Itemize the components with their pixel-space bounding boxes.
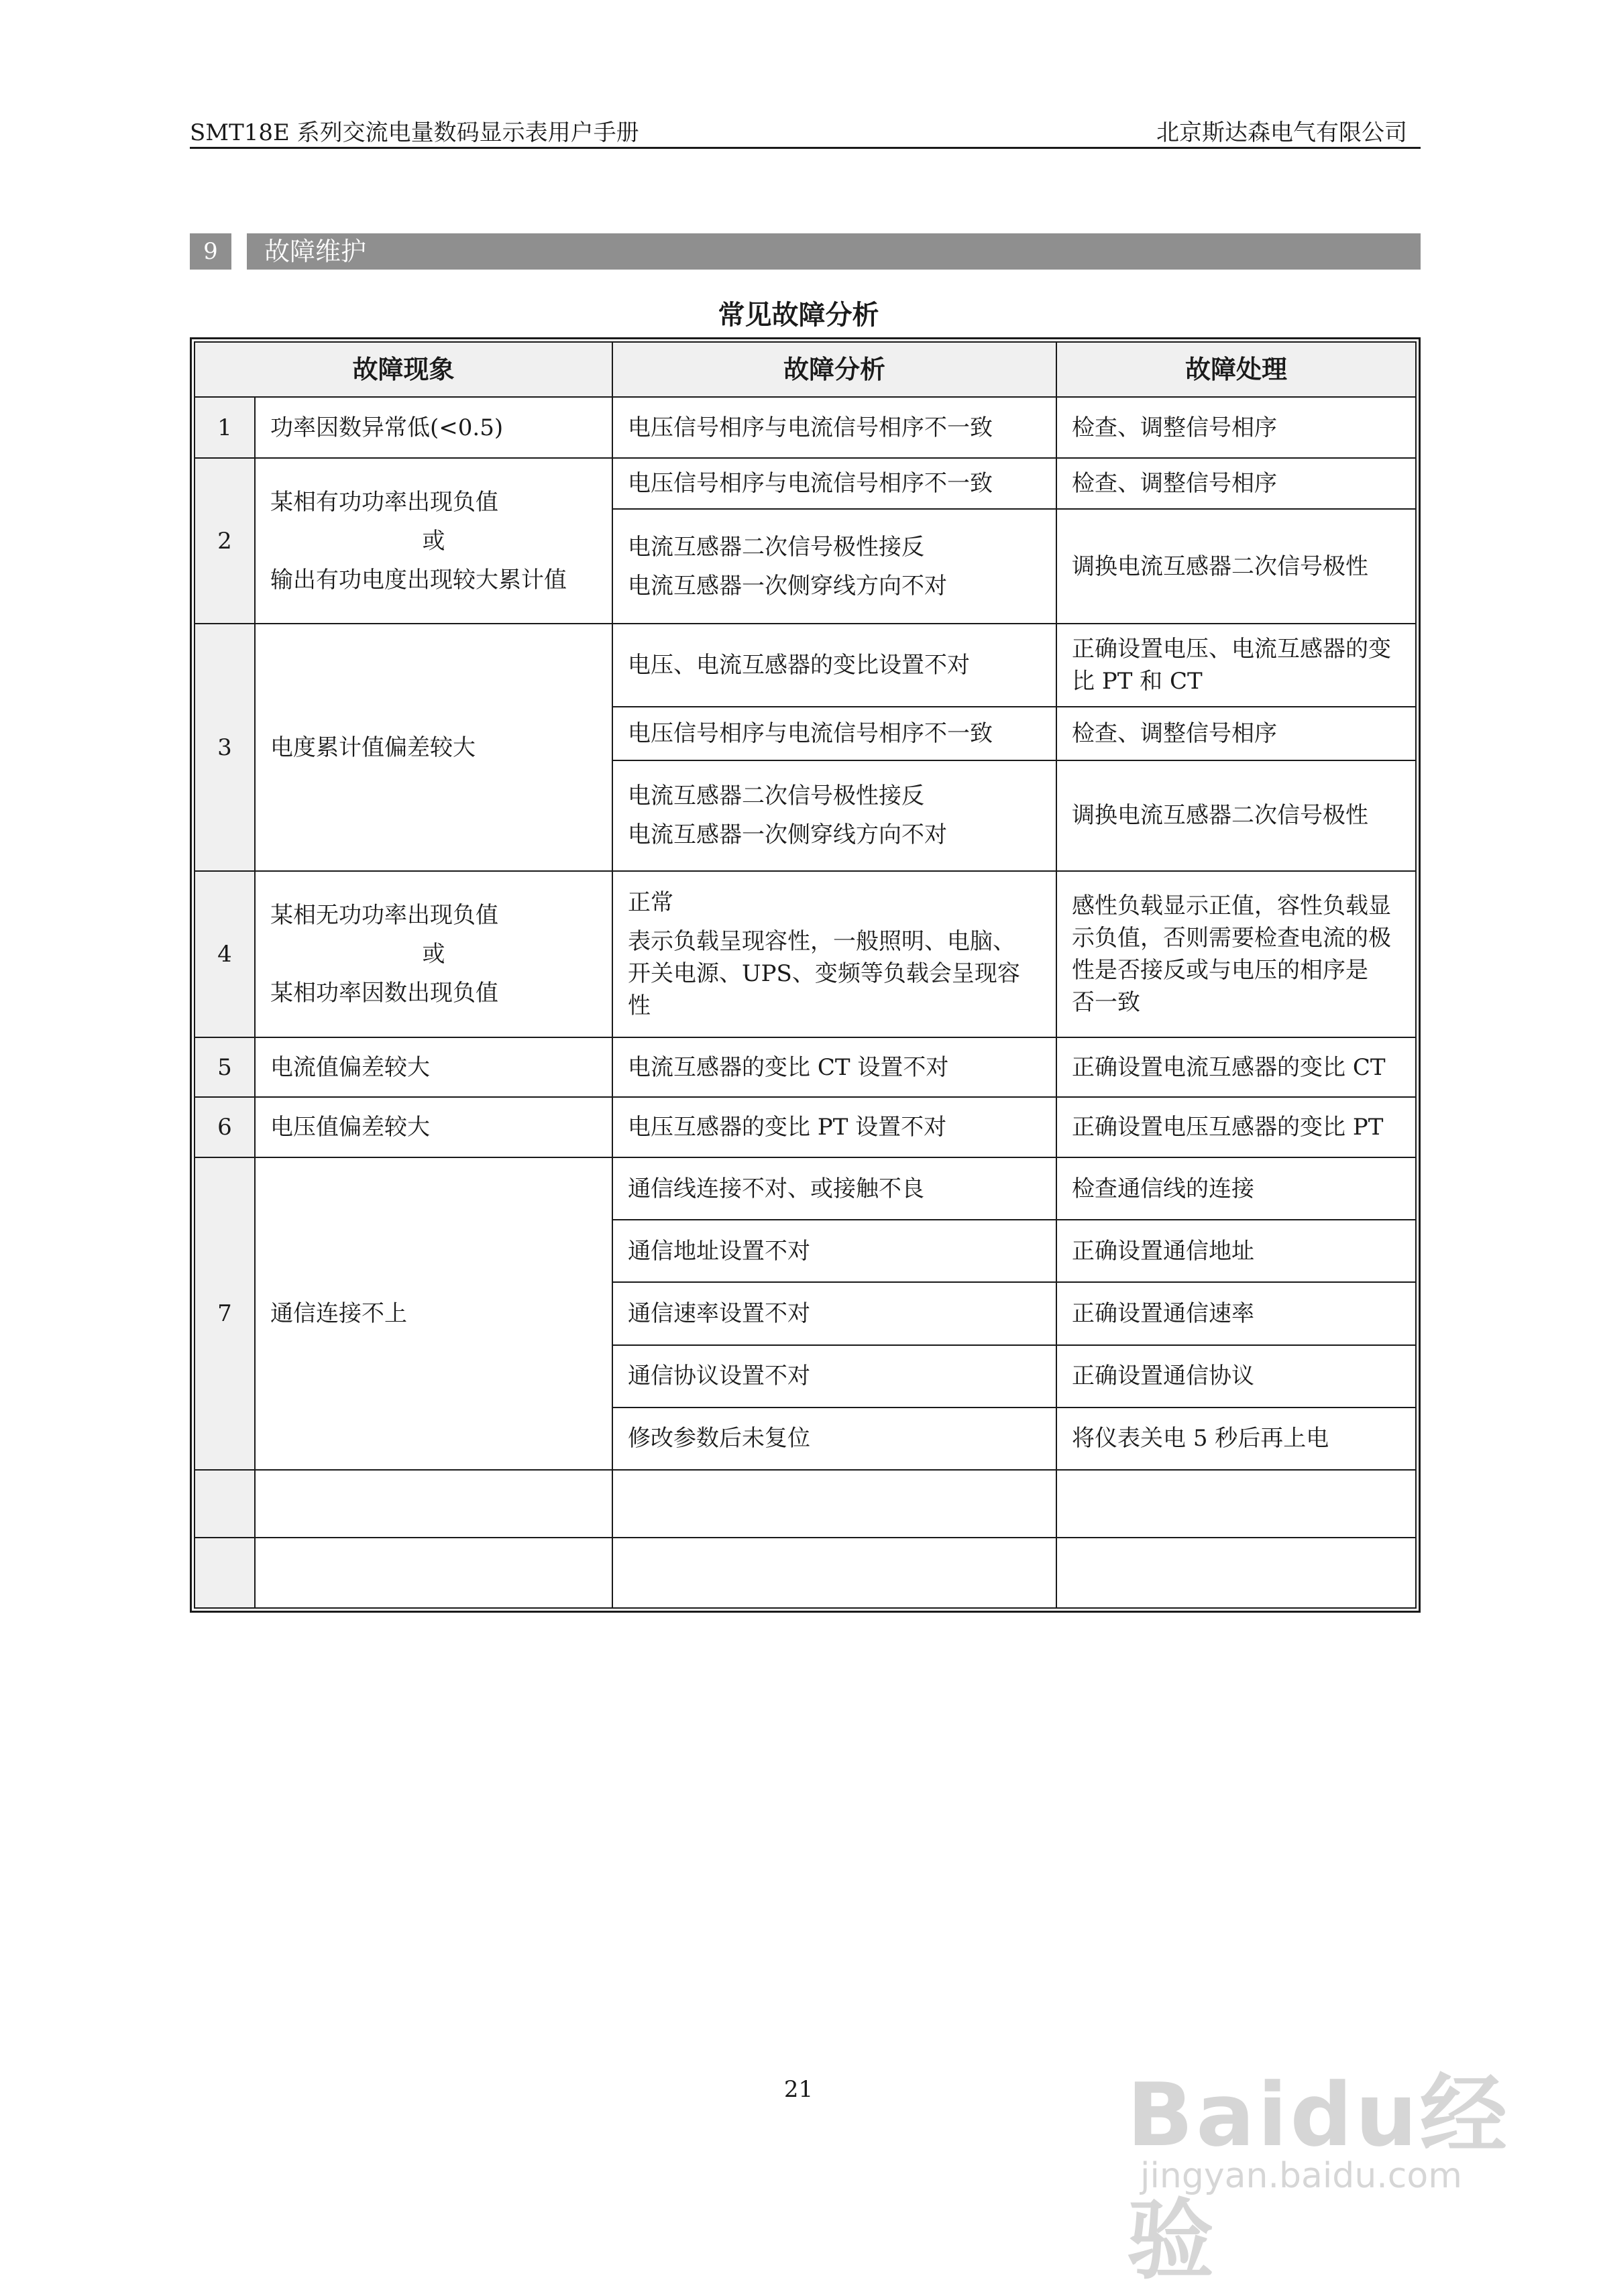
symptom-cell	[255, 871, 612, 1037]
analysis-cell: 电压互感器的变比 PT 设置不对	[612, 1097, 1056, 1157]
action-cell: 检查、调整信号相序	[1056, 397, 1416, 458]
empty-row	[195, 1538, 1416, 1608]
action-cell: 检查、调整信号相序	[1056, 458, 1416, 509]
table-row	[195, 871, 1416, 1037]
analysis-cell	[612, 1538, 1056, 1608]
section-title: 故障维护	[247, 233, 1421, 270]
analysis-cell: 电压信号相序与电流信号相序不一致	[612, 458, 1056, 509]
table-row	[195, 624, 1416, 706]
action-cell: 调换电流互感器二次信号极性	[1056, 760, 1416, 871]
analysis-line: 电流互感器二次信号极性接反	[628, 783, 925, 810]
row-number: 6	[195, 1097, 255, 1157]
symptom-line: 输出有功电度出现较大累计值	[270, 566, 567, 593]
table-row	[195, 1157, 1416, 1220]
action-cell	[1056, 624, 1416, 706]
symptom-cell: 功率因数异常低(<0.5)	[255, 397, 612, 458]
header-action: 故障处理	[1056, 342, 1416, 397]
row-number: 2	[195, 458, 255, 624]
analysis-cell	[612, 871, 1056, 1037]
action-cell: 正确设置电压互感器的变比 PT	[1056, 1097, 1416, 1157]
action-cell	[1056, 871, 1416, 1037]
table-header-row	[195, 342, 1416, 397]
analysis-cell: 电流互感器的变比 CT 设置不对	[612, 1037, 1056, 1097]
row-number	[195, 1470, 255, 1538]
action-cell: 将仪表关电 5 秒后再上电	[1056, 1408, 1416, 1470]
analysis-cell: 通信线连接不对、或接触不良	[612, 1157, 1056, 1220]
action-cell: 正确设置通信协议	[1056, 1345, 1416, 1408]
row-number: 1	[195, 397, 255, 458]
table-row	[195, 397, 1416, 458]
action-line: 否一致	[1072, 988, 1141, 1016]
row-number: 4	[195, 871, 255, 1037]
analysis-line: 表示负载呈现容性，一般照明、电脑、	[628, 927, 1016, 955]
fault-table	[190, 337, 1421, 1613]
action-cell: 正确设置通信速率	[1056, 1282, 1416, 1344]
symptom-cell	[255, 1538, 612, 1608]
analysis-cell: 通信速率设置不对	[612, 1282, 1056, 1344]
symptom-line: 或	[422, 527, 445, 555]
row-number: 5	[195, 1037, 255, 1097]
row-number	[195, 1538, 255, 1608]
header-company: 北京斯达森电气有限公司	[1156, 119, 1407, 146]
action-cell: 正确设置电流互感器的变比 CT	[1056, 1037, 1416, 1097]
symptom-cell: 电度累计值偏差较大	[255, 624, 612, 870]
header-title: SMT18E 系列交流电量数码显示表用户手册	[190, 119, 639, 146]
action-line: 性是否接反或与电压的相序是	[1072, 956, 1369, 984]
action-line: 比 PT 和 CT	[1072, 667, 1203, 695]
row-number: 3	[195, 624, 255, 870]
symptom-cell: 电流值偏差较大	[255, 1037, 612, 1097]
table-row	[195, 1097, 1416, 1157]
analysis-line: 电流互感器一次侧穿线方向不对	[628, 572, 948, 599]
header-symptom: 故障现象	[195, 342, 612, 397]
analysis-cell: 电压、电流互感器的变比设置不对	[612, 624, 1056, 706]
action-line: 正确设置电压、电流互感器的变	[1072, 635, 1392, 663]
symptom-cell	[255, 1470, 612, 1538]
empty-row	[195, 1470, 1416, 1538]
analysis-cell: 通信协议设置不对	[612, 1345, 1056, 1408]
analysis-line: 正常	[628, 888, 674, 916]
action-cell	[1056, 1538, 1416, 1608]
table-title: 常见故障分析	[718, 300, 879, 331]
symptom-cell	[255, 458, 612, 624]
analysis-cell: 通信地址设置不对	[612, 1220, 1056, 1282]
header-rule	[190, 147, 1421, 149]
analysis-cell	[612, 1470, 1056, 1538]
action-cell: 正确设置通信地址	[1056, 1220, 1416, 1282]
analysis-cell: 电压信号相序与电流信号相序不一致	[612, 707, 1056, 760]
analysis-line: 电流互感器二次信号极性接反	[628, 533, 925, 561]
action-cell: 检查、调整信号相序	[1056, 707, 1416, 760]
analysis-line: 电流互感器一次侧穿线方向不对	[628, 821, 948, 849]
symptom-line: 某相有功功率出现负值	[270, 488, 498, 516]
symptom-line: 某相功率因数出现负值	[270, 979, 498, 1007]
symptom-line: 某相无功功率出现负值	[270, 901, 498, 929]
analysis-cell: 电压信号相序与电流信号相序不一致	[612, 397, 1056, 458]
page-number: 21	[783, 2076, 814, 2103]
watermark-logo: Baidu经验	[1127, 2064, 1510, 2291]
row-number: 7	[195, 1157, 255, 1469]
action-line: 感性负载显示正值，容性负载显	[1072, 892, 1392, 919]
header-analysis: 故障分析	[612, 342, 1056, 397]
symptom-line: 或	[422, 940, 445, 968]
table-row	[195, 458, 1416, 509]
analysis-cell: 修改参数后未复位	[612, 1408, 1056, 1470]
analysis-line: 开关电源、UPS、变频等负载会呈现容性	[628, 960, 1020, 1019]
action-cell: 检查通信线的连接	[1056, 1157, 1416, 1220]
watermark-url: jingyan.baidu.com	[1140, 2156, 1462, 2196]
section-number: 9	[190, 233, 231, 270]
analysis-cell	[612, 760, 1056, 871]
analysis-cell	[612, 509, 1056, 624]
action-line: 示负值，否则需要检查电流的极	[1072, 924, 1392, 952]
table-row	[195, 1037, 1416, 1097]
symptom-cell: 电压值偏差较大	[255, 1097, 612, 1157]
action-cell	[1056, 1470, 1416, 1538]
action-cell: 调换电流互感器二次信号极性	[1056, 509, 1416, 624]
symptom-cell: 通信连接不上	[255, 1157, 612, 1469]
